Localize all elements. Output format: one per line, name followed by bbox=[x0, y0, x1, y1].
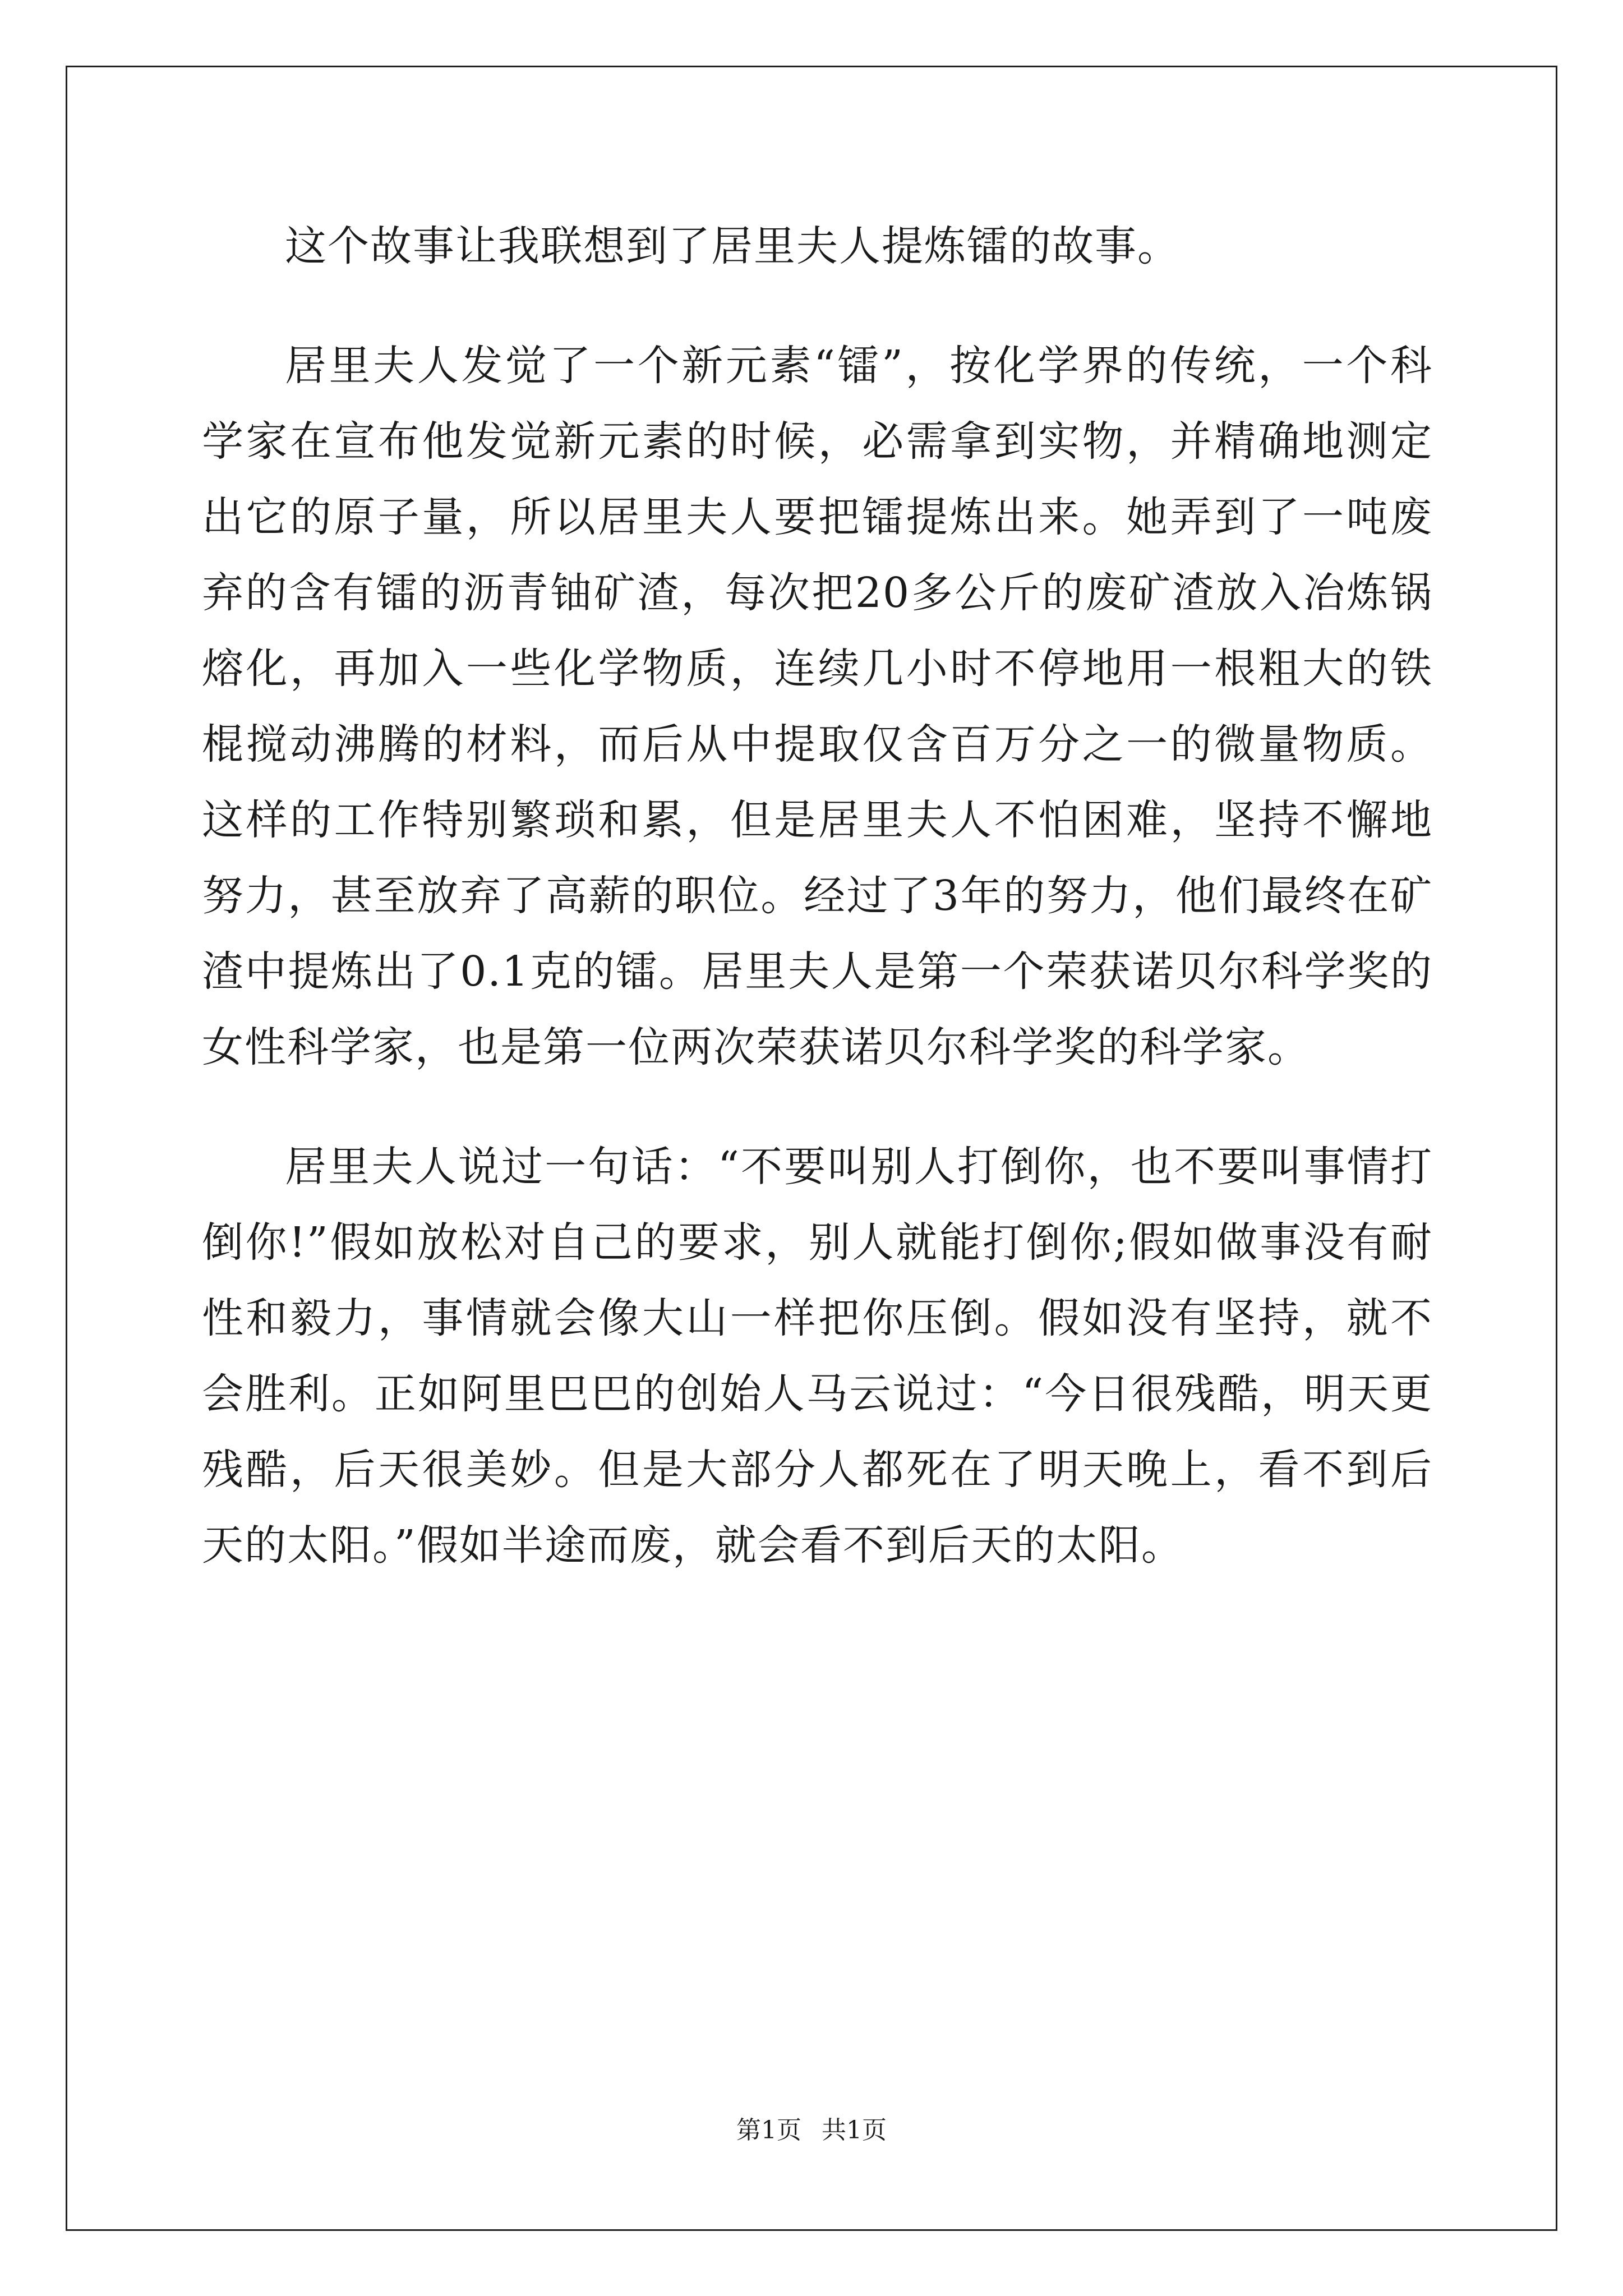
paragraph-2: 居里夫人发觉了一个新元素“镭”，按化学界的传统，一个科学家在宣布他发觉新元素的时候，必需拿到实物，并精确地测定出它的原子量，所以居里夫人要把镭提炼出来。她弄到了一吨废弃的含有镭的沥青铀矿渣，每次把20多公斤的废矿渣放入冶炼锅熔化，再加入一些化学物质，连续几小时不停地用一根粗大的铁棍搅动沸腾的材料，而后从中提取仅含百万分之一的微量物质。这样的工作特别繁琐和累，但是居里夫人不怕困难，坚持不懈地努力，甚至放弃了高薪的职位。经过了3年的努力，他们最终在矿渣中提炼出了0.1克的镭。居里夫人是第一个荣获诺贝尔科学奖的女性科学家，也是第一位两次荣获诺贝尔科学奖的科学家。 bbox=[202, 342, 1433, 1071]
page-footer bbox=[0, 2115, 1623, 2146]
page-total: 共1页 bbox=[822, 2116, 887, 2145]
paragraph-1: 这个故事让我联想到了居里夫人提炼镭的故事。 bbox=[285, 222, 1180, 270]
page-number: 第1页 bbox=[736, 2116, 801, 2145]
document-body bbox=[202, 209, 1433, 1584]
paragraph-3: 居里夫人说过一句话：“不要叫别人打倒你，也不要叫事情打倒你!”假如放松对自己的要求，别人就能打倒你;假如做事没有耐性和毅力，事情就会像大山一样把你压倒。假如没有坚持，就不会胜利。正如阿里巴巴的创始人马云说过：“今日很残酷，明天更残酷，后天很美妙。但是大部分人都死在了明天晚上，看不到后天的太阳。”假如半途而废，就会看不到后天的太阳。 bbox=[202, 1143, 1433, 1570]
